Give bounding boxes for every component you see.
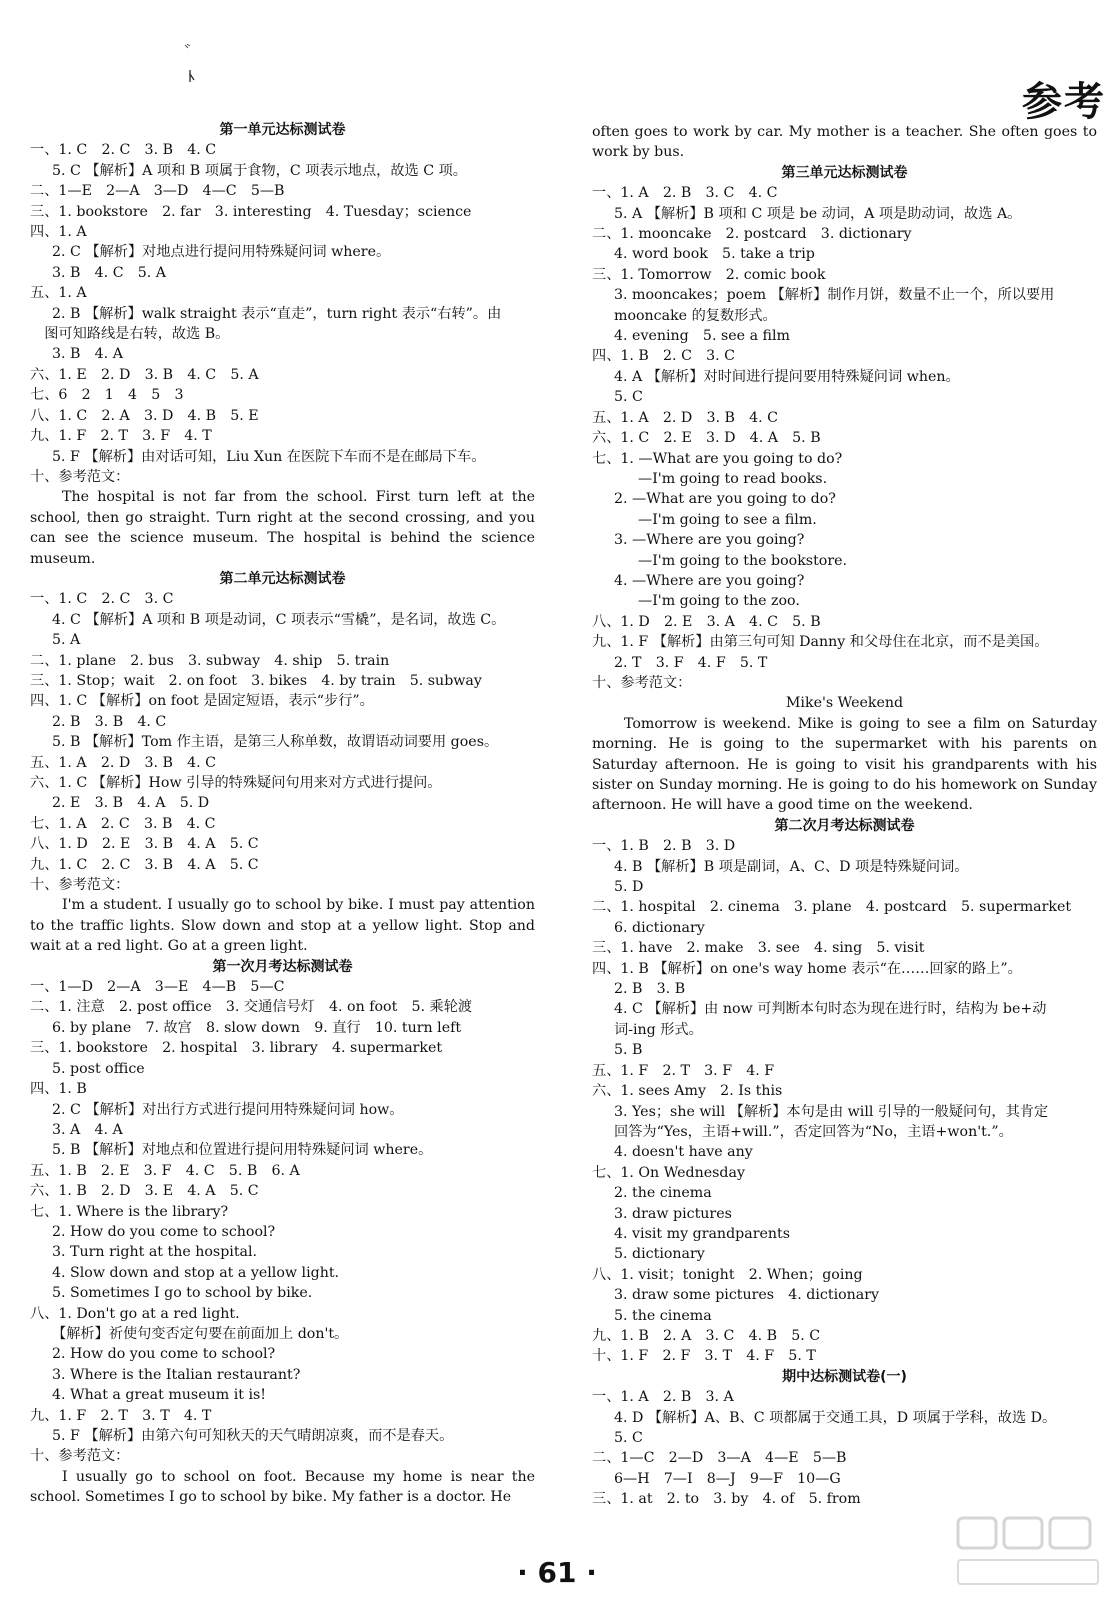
answer-line: 5. dictionary — [614, 1246, 705, 1263]
answer-line: 一、1. A 2. B 3. C 4. C — [592, 185, 778, 202]
answer-line: 九、1. C 2. C 3. B 4. A 5. C — [30, 856, 259, 873]
answer-line: 八、1. Don't go at a red light. — [30, 1305, 240, 1322]
answer-line: 2. —What are you going to do? — [614, 491, 836, 508]
answer-line: 回答为“Yes，主语+will.”，否定回答为“No，主语+won't.”。 — [614, 1123, 1013, 1140]
answer-line: 2. How do you come to school? — [52, 1223, 276, 1240]
answer-line: 3. draw some pictures 4. dictionary — [614, 1287, 880, 1304]
answer-line: 六、1. C 2. E 3. D 4. A 5. B — [592, 430, 821, 447]
answer-line: 二、1—C 2—D 3—A 4—E 5—B — [592, 1450, 847, 1467]
sample-essay-paragraph: often goes to work by car. My mother is a teacher. She often goes to work by bus. — [592, 124, 1097, 161]
answer-line: 5. the cinema — [614, 1307, 712, 1324]
answer-line: 6. dictionary — [614, 919, 705, 936]
answer-line: 十、1. F 2. F 3. T 4. F 5. T — [592, 1348, 816, 1365]
answer-line: 四、1. A — [30, 224, 87, 241]
answer-line: 九、1. F 2. T 3. F 4. T — [30, 428, 212, 445]
answer-line: 三、1. Stop；wait 2. on foot 3. bikes 4. by train 5. subway — [30, 672, 482, 689]
answer-line: 一、1. A 2. B 3. A — [592, 1389, 734, 1406]
answer-line: 4. C 【解析】A 项和 B 项是动词，C 项表示“雪橇”，是名词，故选 C。 — [52, 611, 506, 628]
answer-line: 5. B 【解析】对地点和位置进行提问用特殊疑问词 where。 — [52, 1142, 433, 1159]
answer-line: 3. B 4. A — [52, 346, 123, 363]
section-heading: 第三单元达标测试卷 — [781, 164, 908, 181]
answer-line: 2. the cinema — [614, 1185, 712, 1202]
answer-line: 九、1. B 2. A 3. C 4. B 5. C — [592, 1327, 821, 1344]
answer-line: 五、1. A 2. D 3. B 4. C — [30, 754, 217, 771]
answer-line: 二、1. mooncake 2. postcard 3. dictionary — [592, 226, 912, 243]
answer-line: 七、1. Where is the library? — [30, 1203, 229, 1220]
answer-line: 七、1. On Wednesday — [592, 1164, 745, 1181]
answer-line: 4. doesn't have any — [614, 1144, 753, 1161]
answer-line: 三、1. bookstore 2. far 3. interesting 4. Tuesday；science — [30, 203, 472, 220]
answer-line: 5. A 【解析】B 项和 C 项是 be 动词，A 项是助动词，故选 A。 — [614, 205, 1022, 222]
answer-key-corner-title: 参考 — [1022, 79, 1106, 125]
answer-line: 六、1. C 【解析】How 引导的特殊疑问句用来对方式进行提问。 — [30, 775, 442, 791]
answer-line: 5. A — [52, 632, 81, 649]
answer-line: 六、1. B 2. D 3. E 4. A 5. C — [30, 1183, 259, 1200]
section-heading: 第二单元达标测试卷 — [219, 570, 346, 587]
answer-line: 一、1—D 2—A 3—E 4—B 5—C — [30, 979, 285, 996]
answer-line: 5. post office — [52, 1060, 145, 1077]
answer-line: 十、参考范文： — [30, 877, 130, 894]
answer-line: 五、1. A 2. D 3. B 4. C — [592, 409, 779, 426]
section-heading: 第二次月考达标测试卷 — [774, 817, 915, 834]
answer-column-left — [30, 120, 535, 1508]
answer-line: 4. visit my grandparents — [614, 1225, 790, 1242]
answer-line: 十、参考范文： — [30, 468, 130, 485]
answer-column-right — [592, 122, 1097, 1510]
answer-line: 4. A 【解析】对时间进行提问要用特殊疑问词 when。 — [614, 368, 960, 385]
answer-line: 3. draw pictures — [614, 1205, 732, 1222]
answer-line: —I'm going to the zoo. — [638, 593, 800, 610]
answer-line: 3. Where is the Italian restaurant? — [52, 1366, 301, 1383]
answer-line: 八、1. visit；tonight 2. When；going — [592, 1266, 863, 1283]
answer-line: 5. B 【解析】Tom 作主语，是第三人称单数，故谓语动词要用 goes。 — [52, 734, 499, 751]
answer-line: 【解析】祈使句变否定句要在前面加上 don't。 — [52, 1325, 349, 1342]
answer-line: 三、1. at 2. to 3. by 4. of 5. from — [592, 1491, 861, 1508]
answer-line: 一、1. C 2. C 3. B 4. C — [30, 142, 217, 159]
answer-line: 2. T 3. F 4. F 5. T — [614, 654, 768, 671]
answer-line: 5. Sometimes I go to school by bike. — [52, 1285, 313, 1302]
sample-essay-paragraph: Tomorrow is weekend. Mike is going to see a film on Saturday morning. He is going to the supermarket with his parents on Saturday afternoon. He is going to visit his grandparents with his sister on Sunday morning. He is going to do his homework on Sunday afternoon. He will have a good time on the weekend. — [592, 715, 1097, 814]
answer-line: 2. C 【解析】对出行方式进行提问用特殊疑问词 how。 — [52, 1101, 404, 1118]
answer-line: 2. C 【解析】对地点进行提问用特殊疑问词 where。 — [52, 244, 391, 261]
sample-essay-paragraph: I usually go to school on foot. Because my home is near the school. Sometimes I go to school by bike. My father is a doctor. He — [30, 1468, 535, 1506]
answer-line: mooncake 的复数形式。 — [614, 307, 777, 324]
answer-line: 6. by plane 7. 故宫 8. slow down 9. 直行 10. turn left — [52, 1019, 462, 1036]
answer-line: 五、1. A — [30, 285, 87, 302]
answer-line: 三、1. bookstore 2. hospital 3. library 4. supermarket — [30, 1040, 443, 1057]
section-heading: 第一次月考达标测试卷 — [212, 958, 353, 975]
answer-line: 六、1. sees Amy 2. Is this — [592, 1083, 783, 1100]
scan-marks — [182, 40, 202, 85]
answer-line: 5. B — [614, 1042, 643, 1059]
answer-line: 4. evening 5. see a film — [614, 328, 790, 345]
answer-line: 九、1. F 【解析】由第三句可知 Danny 和父母住在北京，而不是美国。 — [592, 634, 1049, 651]
answer-line: 三、1. have 2. make 3. see 4. sing 5. visit — [592, 940, 925, 957]
answer-line: 八、1. C 2. A 3. D 4. B 5. E — [30, 407, 259, 424]
answer-line: 4. Slow down and stop at a yellow light. — [52, 1264, 340, 1281]
answer-line: 七、6 2 1 4 5 3 — [30, 387, 184, 404]
answer-line: 词-ing 形式。 — [614, 1021, 703, 1038]
answer-line: 二、1. plane 2. bus 3. subway 4. ship 5. train — [30, 652, 390, 669]
answer-line: 图可知路线是右转，故选 B。 — [30, 326, 230, 343]
answer-line: 5. F 【解析】由第六句可知秋天的天气晴朗凉爽，而不是春天。 — [52, 1428, 454, 1444]
sample-essay-paragraph: I'm a student. I usually go to school by bike. I must pay attention to the traffic lights. Slow down and stop at a yellow light. Stop and wait at a red light. Go at a green light. — [30, 897, 535, 955]
answer-line: 八、1. D 2. E 3. B 4. A 5. C — [30, 836, 259, 853]
answer-line: 十、参考范文： — [30, 1448, 130, 1465]
answer-line: 4. C 【解析】由 now 可判断本句时态为现在进行时，结构为 be+动 — [614, 1001, 1047, 1018]
answer-line: —I'm going to read books. — [638, 470, 828, 487]
answer-line: 三、1. Tomorrow 2. comic book — [592, 266, 826, 283]
answer-line: 2. B 3. B 4. C — [52, 713, 167, 730]
answer-line: —I'm going to the bookstore. — [638, 552, 848, 569]
answer-line: 四、1. B — [30, 1081, 87, 1098]
answer-line: 4. What a great museum it is! — [52, 1387, 266, 1404]
answer-line: 5. C — [614, 1430, 643, 1446]
page-number: · 61 · — [517, 1556, 597, 1589]
answer-line: 十、参考范文： — [592, 674, 692, 691]
answer-line: 3. —Where are you going? — [614, 532, 805, 549]
answer-line: 3. Yes；she will 【解析】本句是由 will 引导的一般疑问句，其肯定 — [614, 1103, 1049, 1120]
answer-line: 3. B 4. C 5. A — [52, 264, 167, 281]
watermark-logo — [954, 1512, 1104, 1592]
essay-title: Mike's Weekend — [785, 695, 904, 712]
answer-line: 五、1. F 2. T 3. F 4. F — [592, 1062, 775, 1079]
answer-line: 2. E 3. B 4. A 5. D — [52, 795, 210, 812]
answer-line: 2. B 3. B — [614, 981, 686, 998]
answer-line: 四、1. B 2. C 3. C — [592, 348, 736, 365]
answer-line: 二、1. 注意 2. post office 3. 交通信号灯 4. on foot 5. 乘轮渡 — [30, 999, 473, 1016]
answer-line: 七、1. A 2. C 3. B 4. C — [30, 815, 216, 832]
sample-essay-paragraph: The hospital is not far from the school. First turn left at the school, then go straight. Turn right at the second crossing, and you can see the science museum. The hospital is behind the science museum. — [30, 489, 535, 567]
answer-line: 4. B 【解析】B 项是副词，A、C、D 项是特殊疑问词。 — [614, 858, 969, 875]
answer-line: 四、1. B 【解析】on one's way home 表示“在……回家的路上”。 — [592, 960, 1022, 977]
answer-line: 5. C 【解析】A 项和 B 项属于食物，C 项表示地点，故选 C 项。 — [52, 162, 467, 179]
answer-line: 2. B 【解析】walk straight 表示“直走”，turn right 表示“右转”。由 — [52, 305, 502, 322]
answer-line: 4. —Where are you going? — [614, 572, 805, 589]
answer-line: 九、1. F 2. T 3. T 4. T — [30, 1407, 212, 1424]
section-heading: 第一单元达标测试卷 — [219, 122, 346, 138]
answer-line: 5. F 【解析】由对话可知，Liu Xun 在医院下车而不是在邮局下车。 — [52, 448, 486, 465]
answer-line: 2. How do you come to school? — [52, 1346, 276, 1363]
answer-line: 4. word book 5. take a trip — [614, 246, 815, 263]
answer-line: 七、1. —What are you going to do? — [592, 450, 843, 467]
answer-line: 4. D 【解析】A、B、C 项都属于交通工具，D 项属于学科，故选 D。 — [614, 1409, 1057, 1426]
answer-line: 二、1—E 2—A 3—D 4—C 5—B — [30, 183, 285, 200]
answer-line: 四、1. C 【解析】on foot 是固定短语，表示“步行”。 — [30, 693, 374, 710]
section-heading: 期中达标测试卷(一) — [782, 1368, 907, 1385]
answer-line: 八、1. D 2. E 3. A 4. C 5. B — [592, 613, 821, 630]
answer-line: 一、1. C 2. C 3. C — [30, 591, 174, 608]
answer-line: 6—H 7—I 8—J 9—F 10—G — [614, 1470, 841, 1487]
answer-line: —I'm going to see a film. — [638, 511, 817, 528]
answer-line: 3. A 4. A — [52, 1121, 123, 1138]
answer-line: 3. mooncakes；poem 【解析】制作月饼，数量不止一个，所以要用 — [614, 287, 1055, 304]
answer-line: 5. C — [614, 389, 643, 406]
answer-line: 五、1. B 2. E 3. F 4. C 5. B 6. A — [30, 1162, 300, 1179]
answer-line: 5. D — [614, 879, 644, 896]
answer-line: 3. Turn right at the hospital. — [52, 1244, 258, 1261]
answer-line: 六、1. E 2. D 3. B 4. C 5. A — [30, 366, 259, 383]
answer-line: 二、1. hospital 2. cinema 3. plane 4. postcard 5. supermarket — [592, 899, 1072, 916]
answer-line: 一、1. B 2. B 3. D — [592, 838, 736, 855]
